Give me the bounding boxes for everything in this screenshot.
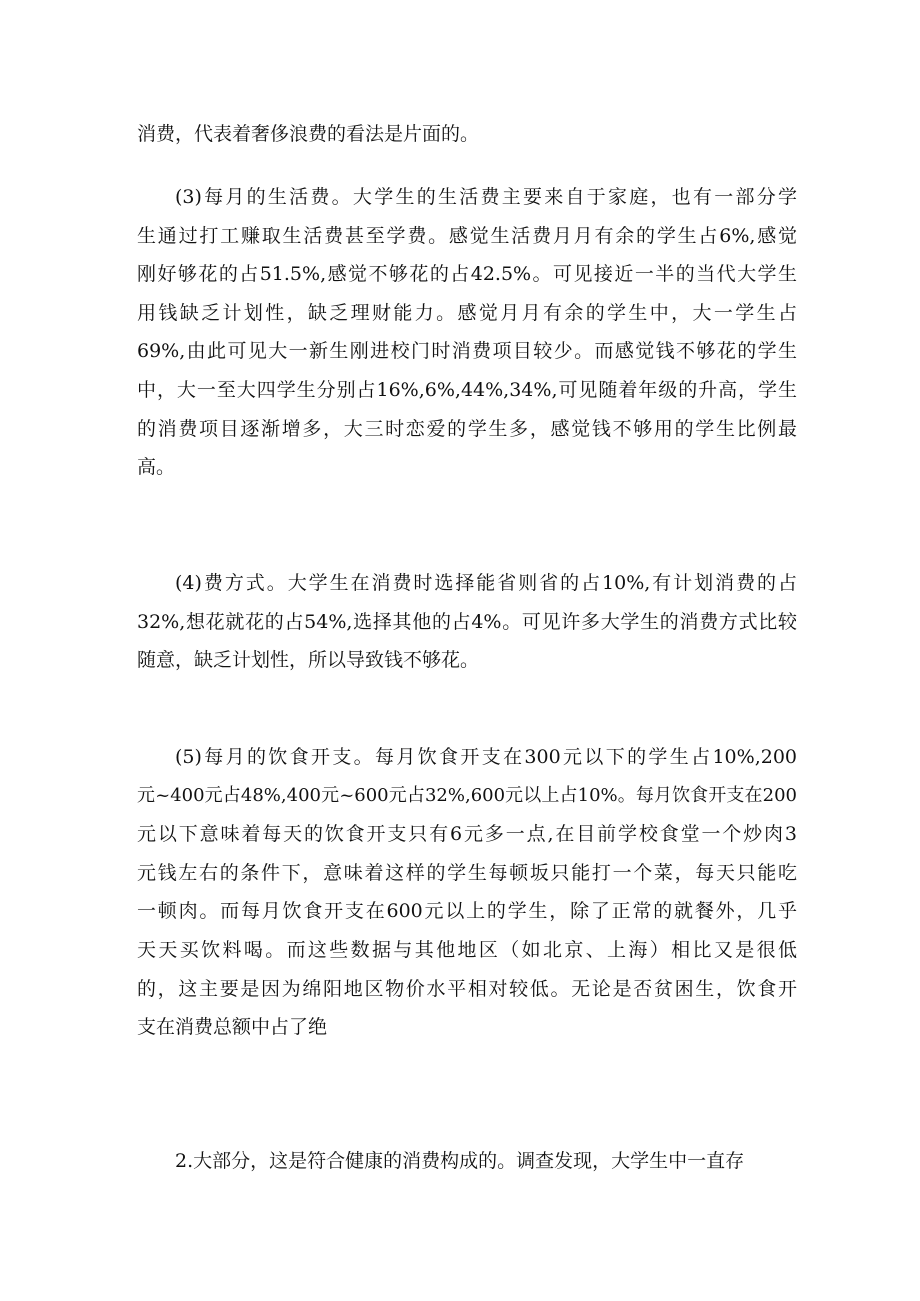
text-line: (5)每月的饮食开支。每月饮食开支在300元以下的学生占10%,200	[175, 746, 797, 768]
paragraph-food-expenses	[137, 738, 797, 1047]
text-line: 生通过打工赚取生活费甚至学费。感觉生活费月月有余的学生占6%,感觉	[137, 224, 797, 247]
paragraph-spending-style	[137, 564, 797, 680]
text-line: 随意，缺乏计划性，所以导致钱不够花。	[137, 649, 480, 672]
text-line: 的消费项目逐渐增多，大三时恋爱的学生多，感觉钱不够用的学生比例最	[137, 417, 797, 440]
text-line: 一顿肉。而每月饮食开支在600元以上的学生，除了正常的就餐外，几乎	[137, 900, 797, 923]
text-line: 元以下意味着每天的饮食开支只有6元多一点,在目前学校食堂一个炒肉3	[137, 823, 797, 846]
text-line: 元钱左右的条件下，意味着这样的学生每顿坂只能打一个菜，每天只能吃	[137, 861, 797, 884]
text-line: 69%,由此可见大一新生刚进校门时消费项目较少。而感觉钱不够花的学生	[137, 340, 797, 363]
text-line: 天天买饮料喝。而这些数据与其他地区（如北京、上海）相比又是很低	[137, 938, 797, 961]
text-line: 2.大部分，这是符合健康的消费构成的。调查发现，大学生中一直存	[175, 1150, 745, 1172]
paragraph-living-expenses	[137, 178, 797, 487]
text-line: (4)费方式。大学生在消费时选择能省则省的占10%,有计划消费的占	[175, 572, 797, 594]
text-line: 用钱缺乏计划性，缺乏理财能力。感觉月月有余的学生中，大一学生占	[137, 301, 797, 324]
text-line: 消费，代表着奢侈浪费的看法是片面的。	[137, 123, 480, 145]
text-line: 的，这主要是因为绵阳地区物价水平相对较低。无论是否贫困生，饮食开	[137, 977, 797, 1000]
text-line: 刚好够花的占51.5%,感觉不够花的占42.5%。可见接近一半的当代大学生	[137, 263, 797, 286]
text-line: (3)每月的生活费。大学生的生活费主要来自于家庭，也有一部分学	[175, 186, 797, 208]
text-line: 32%,想花就花的占54%,选择其他的占4%。可见许多大学生的消费方式比较	[137, 610, 797, 633]
paragraph-continuation	[137, 115, 797, 154]
paragraph-section-2	[137, 1142, 797, 1181]
text-line: 支在消费总额中占了绝	[137, 1016, 328, 1039]
text-line: 元~400元占48%,400元~600元占32%,600元以上占10%。每月饮食开支在200	[137, 784, 797, 806]
text-line: 高。	[137, 456, 176, 479]
text-line: 中，大一至大四学生分别占16%,6%,44%,34%,可见随着年级的升高，学生	[137, 378, 797, 401]
